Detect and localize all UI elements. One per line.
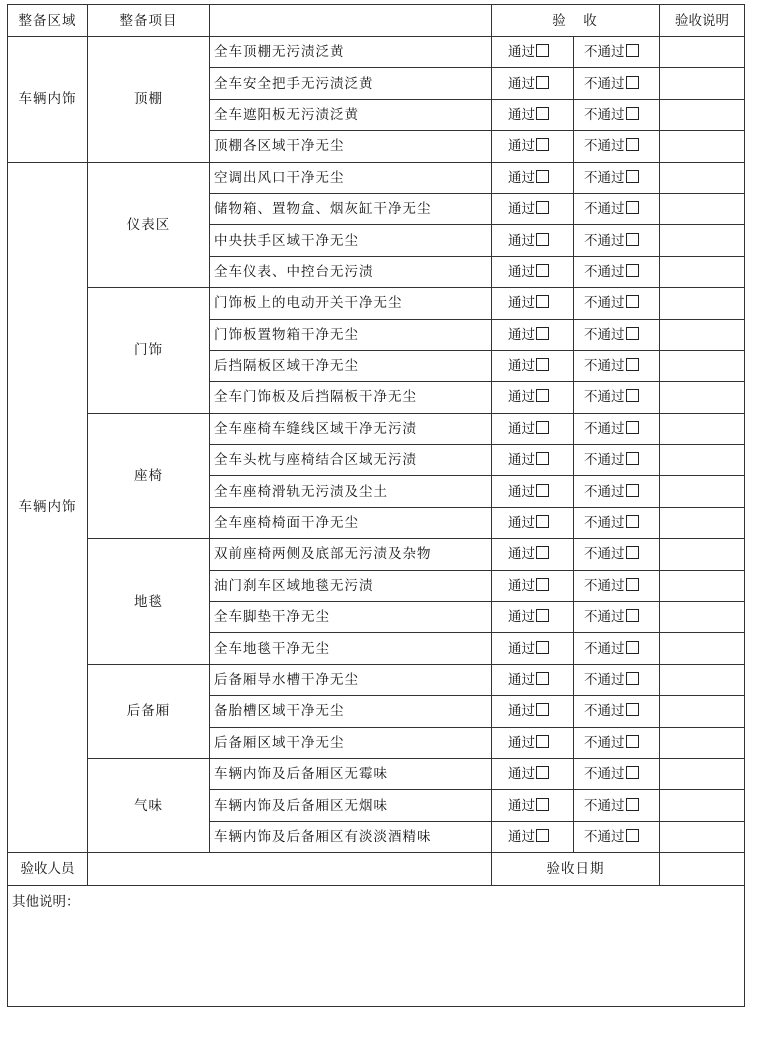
remark-cell[interactable]: [660, 68, 745, 99]
project-cell: 仪表区: [88, 162, 210, 288]
check-item: 全车座椅椅面干净无尘: [210, 507, 492, 538]
pass-option-label: 通过: [508, 326, 535, 343]
pass-checkbox-icon[interactable]: [536, 44, 549, 57]
table-row: [8, 413, 745, 444]
fail-option-label: 不通过: [584, 420, 625, 437]
check-item: 全车地毯干净无尘: [210, 633, 492, 664]
remark-cell[interactable]: [660, 570, 745, 601]
remark-cell[interactable]: [660, 507, 745, 538]
fail-option-label: 不通过: [584, 358, 625, 375]
fail-option-label: 不通过: [584, 295, 625, 312]
inspector-field[interactable]: [88, 853, 492, 886]
pass-option[interactable]: [492, 319, 574, 350]
fail-option-label: 不通过: [584, 263, 625, 280]
pass-checkbox-icon[interactable]: [536, 641, 549, 654]
remark-cell[interactable]: [660, 225, 745, 256]
fail-checkbox-icon[interactable]: [626, 515, 639, 528]
check-item: 全车门饰板及后挡隔板干净无尘: [210, 382, 492, 413]
fail-option-label: 不通过: [584, 797, 625, 814]
fail-checkbox-icon[interactable]: [626, 703, 639, 716]
remark-cell[interactable]: [660, 476, 745, 507]
fail-checkbox-icon[interactable]: [626, 546, 639, 559]
pass-option[interactable]: [492, 162, 574, 193]
pass-option[interactable]: [492, 790, 574, 821]
fail-option-label: 不通过: [584, 106, 625, 123]
pass-checkbox-icon[interactable]: [536, 672, 549, 685]
fail-checkbox-icon[interactable]: [626, 233, 639, 246]
pass-checkbox-icon[interactable]: [536, 609, 549, 622]
fail-option-label: 不通过: [584, 75, 625, 92]
pass-checkbox-icon[interactable]: [536, 766, 549, 779]
pass-option-label: 通过: [508, 201, 535, 218]
pass-checkbox-icon[interactable]: [536, 452, 549, 465]
check-item: 空调出风口干净无尘: [210, 162, 492, 193]
pass-checkbox-icon[interactable]: [536, 389, 549, 402]
pass-option[interactable]: [492, 633, 574, 664]
fail-option[interactable]: [574, 633, 660, 664]
fail-checkbox-icon[interactable]: [626, 641, 639, 654]
fail-option-label: 不通过: [584, 546, 625, 563]
table-row: [8, 37, 745, 68]
notes-row: [8, 886, 745, 1007]
pass-option-label: 通过: [508, 263, 535, 280]
date-label: 验收日期: [492, 853, 660, 886]
pass-checkbox-icon[interactable]: [536, 703, 549, 716]
check-item: 备胎槽区域干净无尘: [210, 696, 492, 727]
check-item: 双前座椅两侧及底部无污渍及杂物: [210, 539, 492, 570]
inspector-label: 验收人员: [8, 853, 88, 886]
fail-option[interactable]: [574, 413, 660, 444]
pass-option-label: 通过: [508, 734, 535, 751]
fail-option[interactable]: [574, 790, 660, 821]
pass-option-label: 通过: [508, 672, 535, 688]
fail-option[interactable]: [574, 193, 660, 224]
table-row: [8, 664, 745, 695]
pass-checkbox-icon[interactable]: [536, 358, 549, 371]
check-item: 全车头枕与座椅结合区域无污渍: [210, 445, 492, 476]
table-row: [8, 539, 745, 570]
project-cell: 门饰: [88, 288, 210, 414]
inspection-table: [7, 4, 745, 1007]
fail-checkbox-icon[interactable]: [626, 798, 639, 811]
pass-option[interactable]: [492, 225, 574, 256]
fail-option-label: 不通过: [584, 169, 625, 186]
fail-checkbox-icon[interactable]: [626, 609, 639, 622]
pass-option[interactable]: [492, 256, 574, 287]
remark-cell[interactable]: [660, 790, 745, 821]
fail-option[interactable]: [574, 162, 660, 193]
fail-option-label: 不通过: [584, 703, 625, 720]
pass-option[interactable]: [492, 758, 574, 789]
remark-cell[interactable]: [660, 162, 745, 193]
pass-option-label: 通过: [508, 546, 535, 563]
fail-checkbox-icon[interactable]: [626, 578, 639, 591]
pass-checkbox-icon[interactable]: [536, 295, 549, 308]
remark-cell[interactable]: [660, 758, 745, 789]
check-item: 车辆内饰及后备厢区无霉味: [210, 758, 492, 789]
fail-option-label: 不通过: [584, 201, 625, 218]
remark-cell[interactable]: [660, 131, 745, 162]
pass-option[interactable]: [492, 350, 574, 381]
pass-checkbox-icon[interactable]: [536, 107, 549, 120]
table-row: [8, 758, 745, 789]
check-item: 全车脚垫干净无尘: [210, 602, 492, 633]
fail-option[interactable]: [574, 664, 660, 695]
remark-cell[interactable]: [660, 99, 745, 130]
pass-checkbox-icon[interactable]: [536, 421, 549, 434]
table-row: [8, 162, 745, 193]
fail-option[interactable]: [574, 131, 660, 162]
fail-option-label: 不通过: [584, 138, 625, 155]
pass-option-label: 通过: [508, 640, 535, 657]
fail-checkbox-icon[interactable]: [626, 107, 639, 120]
pass-option[interactable]: [492, 476, 574, 507]
pass-option-label: 通过: [508, 483, 535, 500]
check-item: 车辆内饰及后备厢区无烟味: [210, 790, 492, 821]
pass-option[interactable]: [492, 445, 574, 476]
pass-checkbox-icon[interactable]: [536, 170, 549, 183]
pass-option-label: 通过: [508, 515, 535, 532]
fail-option-label: 不通过: [584, 452, 625, 469]
project-cell: 顶棚: [88, 37, 210, 163]
check-item: 后备厢导水槽干净无尘: [210, 664, 492, 695]
pass-option[interactable]: [492, 570, 574, 601]
fail-checkbox-icon[interactable]: [626, 452, 639, 465]
pass-checkbox-icon[interactable]: [536, 829, 549, 842]
remark-cell[interactable]: [660, 350, 745, 381]
check-item: 油门刹车区域地毯无污渍: [210, 570, 492, 601]
table-row: [8, 288, 745, 319]
remark-cell[interactable]: [660, 602, 745, 633]
remark-cell[interactable]: [660, 193, 745, 224]
pass-option-label: 通过: [508, 766, 535, 783]
pass-option-label: 通过: [508, 703, 535, 720]
check-item: 顶棚各区域干净无尘: [210, 131, 492, 162]
fail-checkbox-icon[interactable]: [626, 829, 639, 842]
pass-option[interactable]: [492, 288, 574, 319]
remark-cell[interactable]: [660, 256, 745, 287]
fail-checkbox-icon[interactable]: [626, 201, 639, 214]
pass-checkbox-icon[interactable]: [536, 327, 549, 340]
area-cell: 车辆内饰: [8, 37, 88, 163]
pass-checkbox-icon[interactable]: [536, 76, 549, 89]
pass-option-label: 通过: [508, 75, 535, 92]
fail-option-label: 不通过: [584, 389, 625, 406]
pass-option[interactable]: [492, 382, 574, 413]
pass-option-label: 通过: [508, 828, 535, 845]
remark-cell[interactable]: [660, 288, 745, 319]
fail-option[interactable]: [574, 68, 660, 99]
fail-option[interactable]: [574, 602, 660, 633]
check-item: 全车安全把手无污渍泛黄: [210, 68, 492, 99]
pass-option[interactable]: [492, 131, 574, 162]
check-item: 后挡隔板区域干净无尘: [210, 350, 492, 381]
fail-checkbox-icon[interactable]: [626, 672, 639, 685]
fail-option-label: 不通过: [584, 734, 625, 751]
fail-option-label: 不通过: [584, 766, 625, 783]
pass-option-label: 通过: [508, 797, 535, 814]
project-cell: 气味: [88, 758, 210, 852]
project-cell: 后备厢: [88, 664, 210, 758]
check-item: 全车顶棚无污渍泛黄: [210, 37, 492, 68]
fail-checkbox-icon[interactable]: [626, 295, 639, 308]
pass-checkbox-icon[interactable]: [536, 138, 549, 151]
fail-option-label: 不通过: [584, 515, 625, 532]
fail-option[interactable]: [574, 256, 660, 287]
header-blank: [210, 5, 492, 37]
check-item: 车辆内饰及后备厢区有淡淡酒精味: [210, 821, 492, 852]
fail-option-label: 不通过: [584, 577, 625, 594]
pass-option-label: 通过: [508, 577, 535, 594]
check-item: 全车座椅滑轨无污渍及尘土: [210, 476, 492, 507]
pass-option-label: 通过: [508, 295, 535, 312]
fail-checkbox-icon[interactable]: [626, 389, 639, 402]
remark-cell[interactable]: [660, 664, 745, 695]
check-item: 全车遮阳板无污渍泛黄: [210, 99, 492, 130]
fail-option-label: 不通过: [584, 44, 625, 61]
project-cell: 座椅: [88, 413, 210, 539]
fail-option[interactable]: [574, 445, 660, 476]
fail-option[interactable]: [574, 288, 660, 319]
pass-option-label: 通过: [508, 389, 535, 406]
fail-checkbox-icon[interactable]: [626, 76, 639, 89]
fail-option[interactable]: [574, 696, 660, 727]
fail-checkbox-icon[interactable]: [626, 735, 639, 748]
pass-option-label: 通过: [508, 232, 535, 249]
pass-option[interactable]: [492, 413, 574, 444]
remark-cell[interactable]: [660, 382, 745, 413]
fail-option-label: 不通过: [584, 828, 625, 845]
fail-option-label: 不通过: [584, 672, 625, 688]
fail-option[interactable]: [574, 382, 660, 413]
pass-option[interactable]: [492, 664, 574, 695]
remark-cell[interactable]: [660, 413, 745, 444]
pass-option[interactable]: [492, 37, 574, 68]
pass-option-label: 通过: [508, 420, 535, 437]
project-cell: 地毯: [88, 539, 210, 665]
pass-checkbox-icon[interactable]: [536, 578, 549, 591]
fail-option[interactable]: [574, 225, 660, 256]
header-project: 整备项目: [88, 5, 210, 37]
signature-row: [8, 853, 745, 886]
fail-option[interactable]: [574, 350, 660, 381]
fail-option[interactable]: [574, 758, 660, 789]
pass-option-label: 通过: [508, 138, 535, 155]
pass-option[interactable]: [492, 539, 574, 570]
check-item: 门饰板置物箱干净无尘: [210, 319, 492, 350]
fail-option[interactable]: [574, 37, 660, 68]
pass-option-label: 通过: [508, 358, 535, 375]
remark-cell[interactable]: [660, 696, 745, 727]
remark-cell[interactable]: [660, 319, 745, 350]
check-item: 中央扶手区域干净无尘: [210, 225, 492, 256]
pass-option-label: 通过: [508, 169, 535, 186]
date-field[interactable]: [660, 853, 745, 886]
fail-checkbox-icon[interactable]: [626, 421, 639, 434]
pass-checkbox-icon[interactable]: [536, 735, 549, 748]
notes-area[interactable]: [8, 886, 745, 1007]
pass-option-label: 通过: [508, 106, 535, 123]
check-item: 后备厢区域干净无尘: [210, 727, 492, 758]
pass-option[interactable]: [492, 99, 574, 130]
fail-option[interactable]: [574, 821, 660, 852]
check-item: 储物箱、置物盒、烟灰缸干净无尘: [210, 193, 492, 224]
pass-option-label: 通过: [508, 44, 535, 61]
pass-checkbox-icon[interactable]: [536, 546, 549, 559]
pass-option[interactable]: [492, 193, 574, 224]
remark-cell[interactable]: [660, 633, 745, 664]
pass-option[interactable]: [492, 507, 574, 538]
fail-option[interactable]: [574, 319, 660, 350]
header-row: [8, 5, 745, 37]
fail-option-label: 不通过: [584, 483, 625, 500]
fail-checkbox-icon[interactable]: [626, 327, 639, 340]
pass-checkbox-icon[interactable]: [536, 264, 549, 277]
notes-label: 其他说明：: [12, 894, 80, 911]
fail-option[interactable]: [574, 507, 660, 538]
fail-option[interactable]: [574, 570, 660, 601]
fail-checkbox-icon[interactable]: [626, 484, 639, 497]
fail-option-label: 不通过: [584, 232, 625, 249]
fail-option[interactable]: [574, 476, 660, 507]
fail-option-label: 不通过: [584, 609, 625, 626]
remark-cell[interactable]: [660, 445, 745, 476]
pass-option-label: 通过: [508, 452, 535, 469]
fail-checkbox-icon[interactable]: [626, 44, 639, 57]
fail-checkbox-icon[interactable]: [626, 358, 639, 371]
pass-option[interactable]: [492, 602, 574, 633]
header-area: 整备区域: [8, 5, 88, 37]
check-item: 全车座椅车缝线区域干净无污渍: [210, 413, 492, 444]
fail-option[interactable]: [574, 539, 660, 570]
pass-option[interactable]: [492, 696, 574, 727]
pass-option[interactable]: [492, 727, 574, 758]
pass-checkbox-icon[interactable]: [536, 515, 549, 528]
fail-option-label: 不通过: [584, 640, 625, 657]
pass-checkbox-icon[interactable]: [536, 798, 549, 811]
header-remark: 验收说明: [660, 5, 745, 37]
pass-option[interactable]: [492, 821, 574, 852]
fail-option-label: 不通过: [584, 326, 625, 343]
check-item: 门饰板上的电动开关干净无尘: [210, 288, 492, 319]
remark-cell[interactable]: [660, 37, 745, 68]
fail-checkbox-icon[interactable]: [626, 138, 639, 151]
check-item: 全车仪表、中控台无污渍: [210, 256, 492, 287]
fail-checkbox-icon[interactable]: [626, 264, 639, 277]
pass-option[interactable]: [492, 68, 574, 99]
area-cell: 车辆内饰: [8, 162, 88, 853]
remark-cell[interactable]: [660, 727, 745, 758]
pass-checkbox-icon[interactable]: [536, 484, 549, 497]
remark-cell[interactable]: [660, 821, 745, 852]
fail-checkbox-icon[interactable]: [626, 766, 639, 779]
pass-option-label: 通过: [508, 609, 535, 626]
header-accept: 验 收: [492, 5, 660, 37]
fail-checkbox-icon[interactable]: [626, 170, 639, 183]
remark-cell[interactable]: [660, 539, 745, 570]
fail-option[interactable]: [574, 99, 660, 130]
fail-option[interactable]: [574, 727, 660, 758]
pass-checkbox-icon[interactable]: [536, 233, 549, 246]
pass-checkbox-icon[interactable]: [536, 201, 549, 214]
